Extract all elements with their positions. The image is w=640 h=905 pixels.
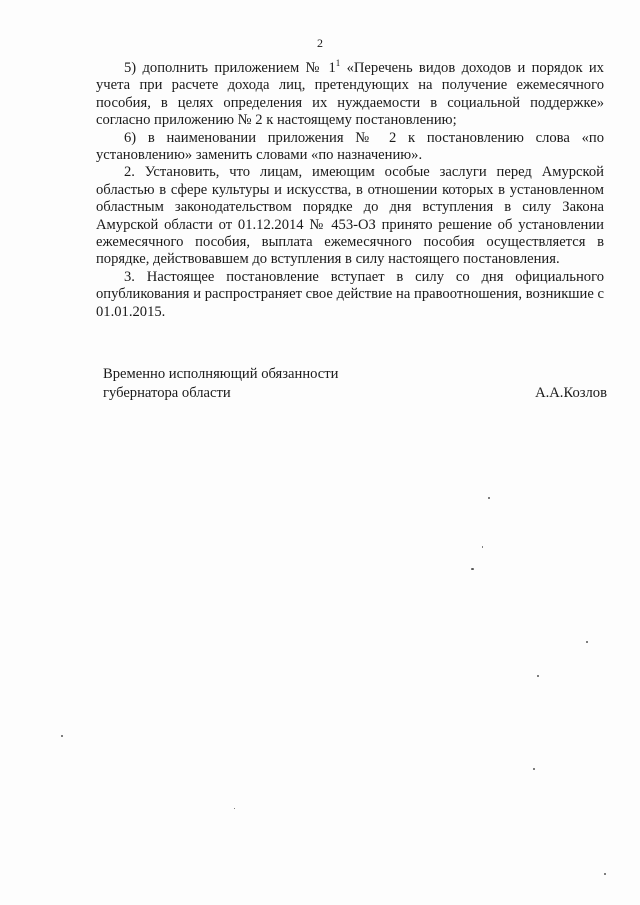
scan-speck: [471, 568, 474, 570]
superscript-index: 1: [335, 58, 341, 69]
scan-speck: [586, 641, 588, 643]
page-number: 2: [317, 36, 323, 50]
scan-speck: [537, 675, 539, 677]
paragraph-5-prefix: 5) дополнить приложением № 1: [124, 60, 336, 76]
paragraph-clause-2: 2. Установить, что лицам, имеющим особые заслуги перед Амурской областью в сфере культуры и искусства, в отношении которых в установленном областным законодательством порядке до дня вступления в силу Закона Амурской области от 01.12.2014 № 453-ОЗ принято решение об установлении ежемесячного пособия, выплата ежемесячного пособия осуществляется в порядке, действовавшем до вступления в силу настоящего постановления.: [96, 164, 604, 268]
signature-block: [103, 365, 607, 403]
signatory-title-line2: губернатора области: [103, 385, 231, 401]
paragraph-clause-3: 3. Настоящее постановление вступает в силу со дня официального опубликования и распространяет свое действие на правоотношения, возникшие с 01.01.2015.: [96, 268, 604, 320]
paragraph-item-5: [96, 60, 604, 130]
signatory-title-line1: Временно исполняющий обязанности: [103, 366, 339, 382]
scan-speck: [533, 768, 535, 770]
document-body: [96, 60, 604, 321]
scan-speck: [61, 735, 63, 737]
scan-speck: [234, 808, 235, 809]
signature-line: [103, 384, 607, 403]
scan-speck: [604, 873, 606, 875]
scan-speck: [488, 497, 490, 499]
scan-speck: [482, 546, 483, 548]
paragraph-5-rest: «Перечень видов доходов и порядок их учета при расчете дохода лиц, претендующих на получение ежемесячного пособия, в целях определения их нуждаемости в социальной поддержке» согласно приложению № 2 к настоящему постановлению;: [96, 60, 604, 129]
signatory-name: А.А.Козлов: [535, 385, 607, 401]
paragraph-item-6: 6) в наименовании приложения № 2 к постановлению слова «по установлению» заменить словами «по назначению».: [96, 129, 604, 164]
